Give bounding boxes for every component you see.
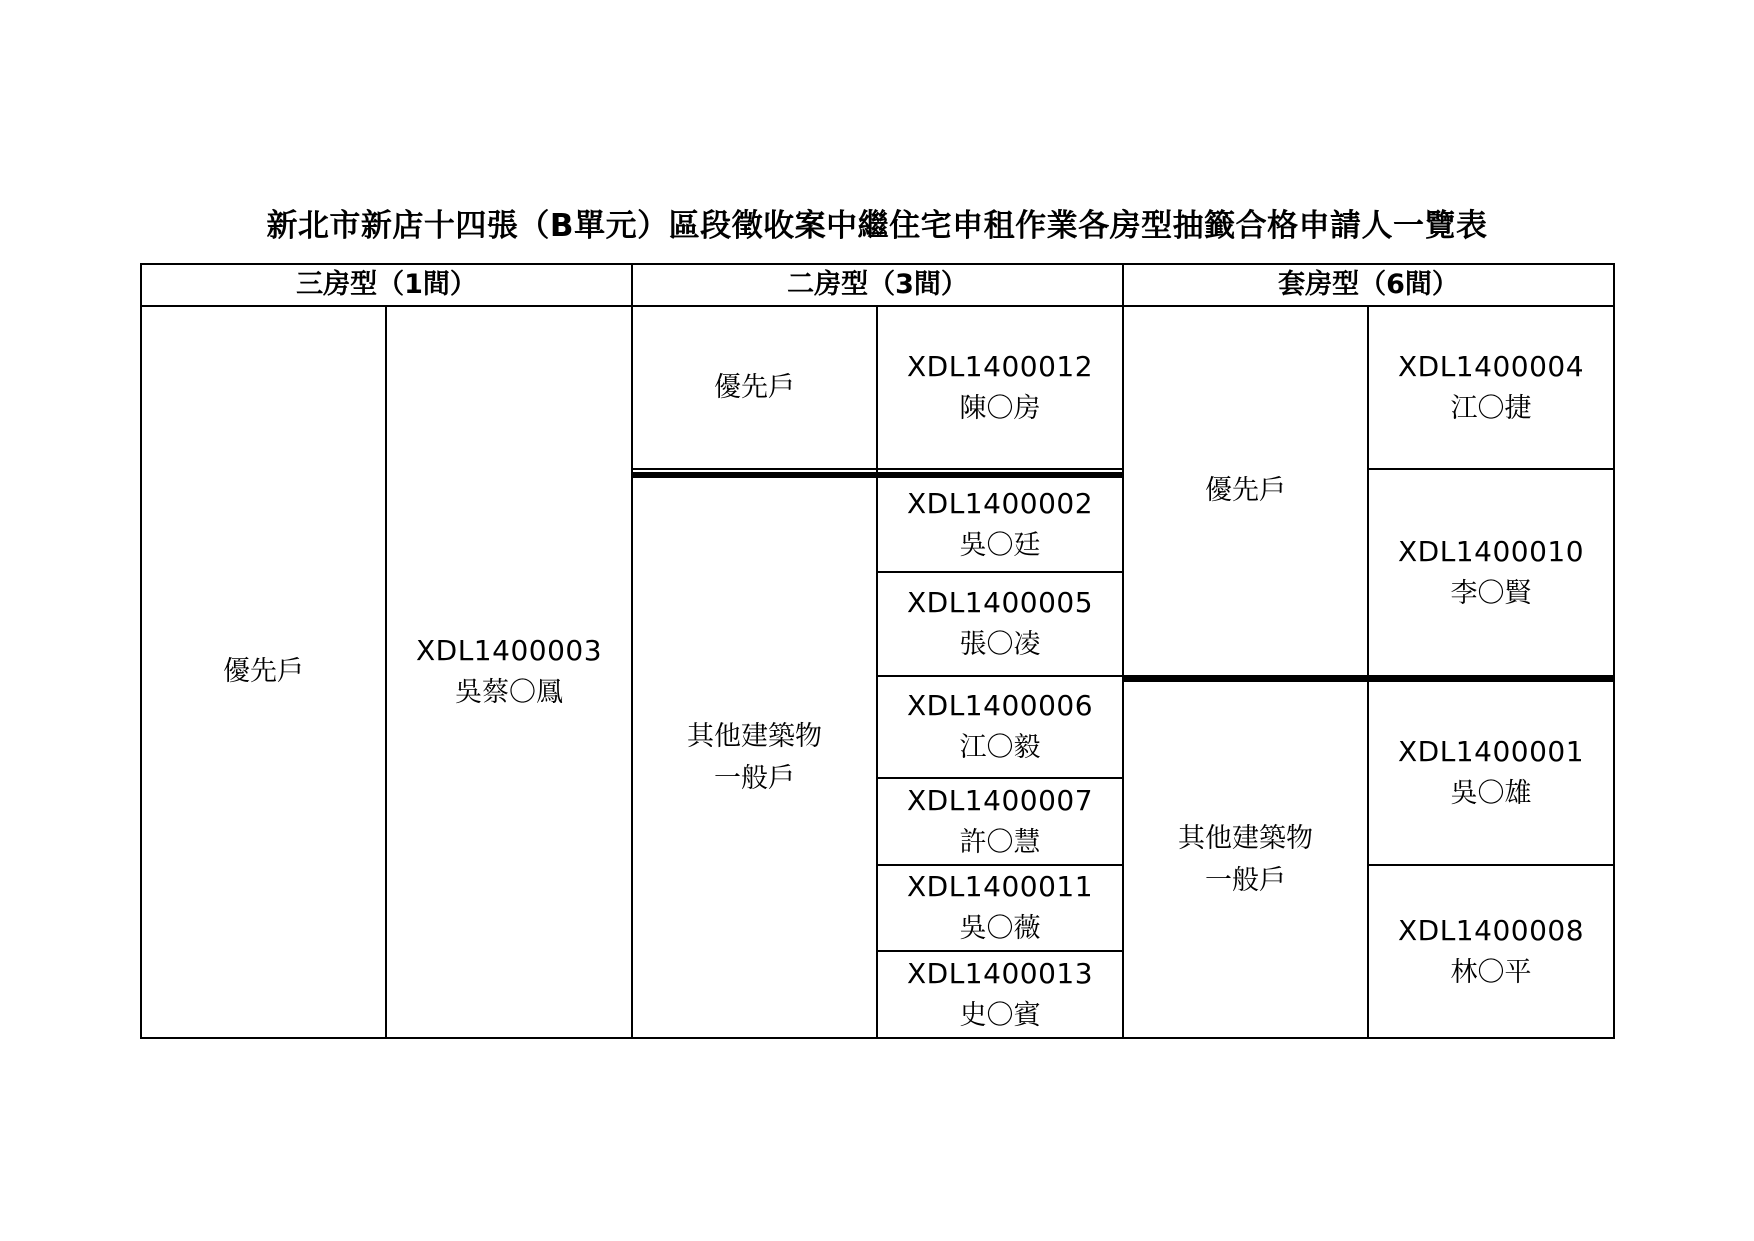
two-room-group-separator <box>631 468 1124 470</box>
category-label-line2: 一般戶 <box>1205 864 1286 896</box>
category-label-line1: 其他建築物 <box>1178 822 1313 854</box>
applicant-code: XDL1400004 <box>1397 349 1585 383</box>
suite-general-applicant <box>1369 866 1613 1037</box>
applicant-name: 吳〇雄 <box>1450 778 1532 809</box>
applicant-name: 江〇捷 <box>1450 392 1532 424</box>
three-room-applicant <box>387 307 631 1037</box>
two-room-general-applicant <box>878 478 1122 571</box>
category-label: 優先戶 <box>223 656 304 687</box>
two-room-general-applicant <box>878 573 1122 675</box>
applicant-name: 吳〇廷 <box>959 529 1041 561</box>
applicant-name: 張〇凌 <box>959 629 1041 660</box>
applicant-code: XDL1400013 <box>906 956 1094 990</box>
suite-general-applicant <box>1369 682 1613 864</box>
header-suite: 套房型（6間） <box>1278 269 1459 300</box>
applicant-code: XDL1400012 <box>906 349 1094 383</box>
suite-priority-applicant <box>1369 470 1613 675</box>
suite-priority-applicant <box>1369 307 1613 468</box>
header-three-room: 三房型（1間） <box>296 269 477 300</box>
two-room-general-applicant <box>878 866 1122 950</box>
applicant-code: XDL1400006 <box>906 689 1094 722</box>
two-room-priority-applicant <box>878 307 1122 468</box>
applicant-name: 許〇慧 <box>959 826 1041 858</box>
two-room-general-applicant <box>878 779 1122 864</box>
applicant-code: XDL1400011 <box>906 870 1094 903</box>
category-label-line1: 其他建築物 <box>687 720 822 752</box>
applicant-code: XDL1400002 <box>906 486 1094 520</box>
applicant-code: XDL1400001 <box>1397 735 1585 768</box>
applicant-code: XDL1400007 <box>906 783 1094 817</box>
applicant-name: 江〇毅 <box>959 732 1041 763</box>
table-border-right <box>1613 263 1615 1039</box>
applicant-name: 吳蔡〇鳳 <box>455 677 563 708</box>
suite-general-category <box>1124 682 1367 1037</box>
applicant-code: XDL1400005 <box>906 586 1094 619</box>
two-room-priority-category <box>633 307 876 468</box>
applicant-name: 史〇賓 <box>959 999 1041 1031</box>
applicant-name: 吳〇薇 <box>959 913 1041 944</box>
two-room-general-applicant <box>878 952 1122 1037</box>
suite-group-separator-thick <box>1122 675 1615 682</box>
suite-priority-category <box>1124 307 1367 675</box>
two-room-general-applicant <box>878 677 1122 777</box>
applicant-code: XDL1400003 <box>415 634 603 667</box>
category-label: 優先戶 <box>714 371 795 403</box>
header-two-room: 二房型（3間） <box>787 269 968 300</box>
page-title: 新北市新店十四張（B單元）區段徵收案中繼住宅申租作業各房型抽籤合格申請人一覽表 <box>266 208 1488 244</box>
applicant-name: 林〇平 <box>1450 956 1532 988</box>
category-label-line2: 一般戶 <box>714 762 795 794</box>
applicant-name: 陳〇房 <box>959 392 1041 424</box>
category-label: 優先戶 <box>1205 475 1286 506</box>
two-room-general-category <box>633 478 876 1037</box>
applicant-name: 李〇賢 <box>1450 577 1532 609</box>
applicant-code: XDL1400010 <box>1397 534 1585 568</box>
applicant-code: XDL1400008 <box>1397 913 1585 947</box>
three-room-category <box>142 307 385 1037</box>
